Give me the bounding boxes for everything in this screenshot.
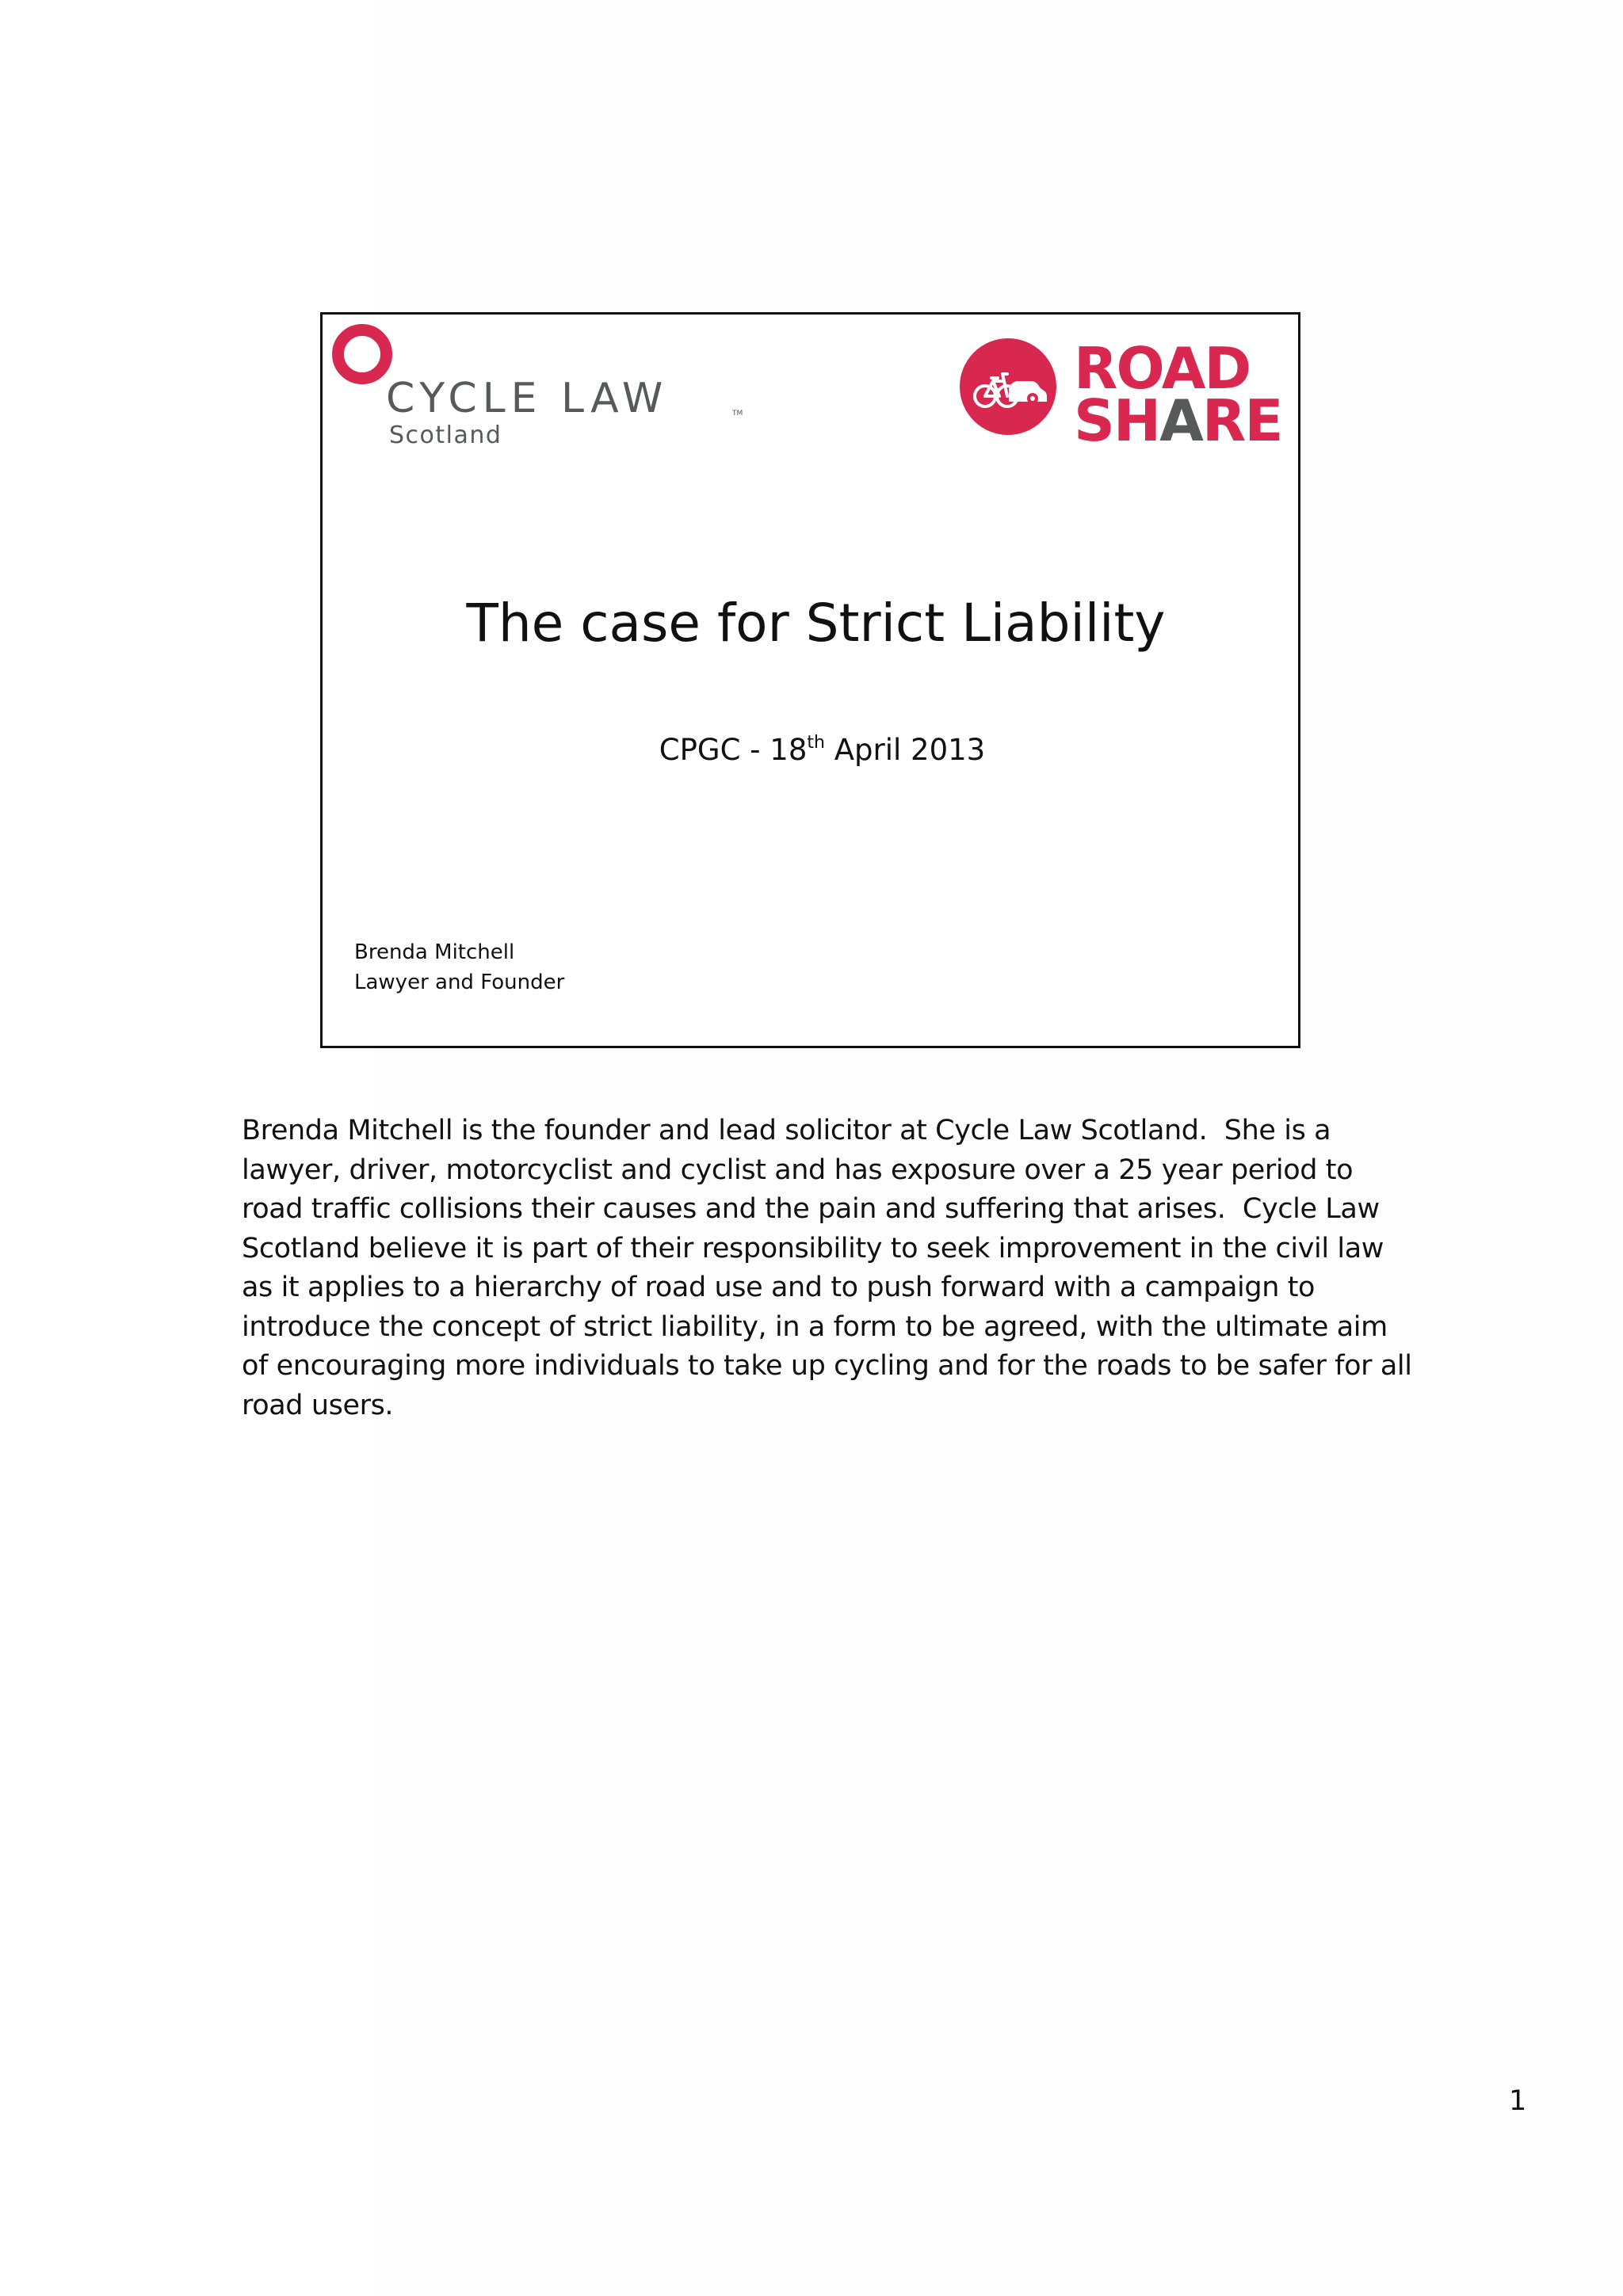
speaker-notes <box>242 1112 1412 1425</box>
notes-line: road users. <box>242 1389 394 1421</box>
subtitle-prefix: CPGC - 18 <box>659 733 808 767</box>
cycle-law-scotland-logo <box>330 322 774 457</box>
notes-line: Brenda Mitchell is the founder and lead solicitor at Cycle Law Scotland. She is a <box>242 1115 1331 1146</box>
presenter-role: Lawyer and Founder <box>354 971 565 994</box>
slide-subtitle <box>323 733 1303 768</box>
slide-thumbnail <box>320 312 1300 1048</box>
trademark-mark: TM <box>732 410 743 418</box>
presenter-block <box>354 937 564 997</box>
notes-line: lawyer, driver, motorcyclist and cyclist and has exposure over a 25 year period to <box>242 1154 1354 1186</box>
red-ring-icon <box>332 324 392 384</box>
subtitle-ordinal-suffix: th <box>807 733 825 753</box>
slide-title: The case for Strict Liability <box>466 593 1166 654</box>
presenter-name: Brenda Mitchell <box>354 940 515 964</box>
notes-line: of encouraging more individuals to take up cycling and for the roads to be safer for all <box>242 1350 1412 1382</box>
road-share-word-bottom: SHARE <box>1074 387 1282 454</box>
notes-line: as it applies to a hierarchy of road use and to push forward with a campaign to <box>242 1272 1316 1303</box>
notes-line: Scotland believe it is part of their responsibility to seek improvement in the civil law <box>242 1232 1384 1264</box>
road-share-word-top: ROAD <box>1074 335 1251 402</box>
page-number: 1 <box>1509 2085 1527 2117</box>
bike-and-car-icon <box>958 337 1058 437</box>
notes-line: road traffic collisions their causes and the pain and suffering that arises. Cycle Law <box>242 1193 1380 1225</box>
road-share-logo <box>958 334 1299 452</box>
notes-line: introduce the concept of strict liability, in a form to be agreed, with the ultimate aim <box>242 1310 1388 1343</box>
cycle-law-logo-name: CYCLE LAW <box>386 375 669 422</box>
subtitle-suffix: April 2013 <box>824 733 986 767</box>
cycle-law-logo-region: Scotland <box>389 421 502 449</box>
